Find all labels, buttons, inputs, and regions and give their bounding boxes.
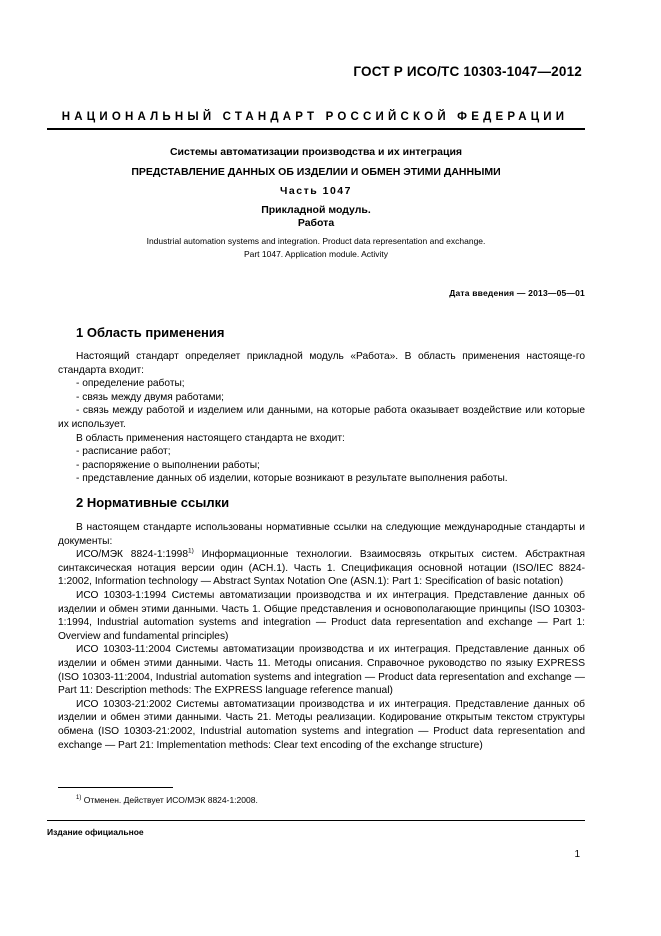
footnote-marker: 1) bbox=[76, 795, 82, 802]
list-item: - связь между работой и изделием или данными, на которые работа оказывает воздействие или которые их использует. bbox=[58, 405, 585, 430]
bottom-divider bbox=[47, 820, 585, 821]
list-item: - распоряжение о выполнении работы; bbox=[76, 459, 260, 471]
reference-entry: ИСО 10303-21:2002 Системы автоматизации производства и их интеграция. Представление данных об изделии и обмен этими данными. Часть 21. Методы реализации. Кодирование открытым текстом структуры обмена (ISO 10303-21:2002, Industrial automation systems and integration — Product data representation and exchange — Part 21: Implementation methods: Clear text encoding of the exchange structure) bbox=[58, 698, 585, 751]
page-number: 1 bbox=[574, 849, 580, 860]
document-code: ГОСТ Р ИСО/ТС 10303-1047—2012 bbox=[353, 64, 582, 79]
part-number: Часть 1047 bbox=[280, 185, 352, 197]
footnote-marker: 1) bbox=[188, 547, 194, 555]
footnote-divider bbox=[58, 787, 173, 788]
module-title-2: Работа bbox=[297, 217, 335, 229]
list-item: - связь между двумя работами; bbox=[76, 391, 224, 403]
section-1-paragraph: Настоящий стандарт определяет прикладной модуль «Работа». В область применения настояще-го стандарта входит: bbox=[58, 351, 585, 376]
title-line-2: ПРЕДСТАВЛЕНИЕ ДАННЫХ ОБ ИЗДЕЛИИ И ОБМЕН ЭТИМИ ДАННЫМИ bbox=[131, 166, 501, 178]
footnote bbox=[76, 795, 258, 805]
reference-entry bbox=[58, 548, 585, 589]
reference-code: ИСО/МЭК 8824-1:1998 bbox=[76, 549, 189, 561]
list-item: - представление данных об изделии, которые возникают в результате выполнения работы. bbox=[76, 473, 508, 485]
english-title-1: Industrial automation systems and integration. Product data representation and exchange. bbox=[146, 236, 486, 246]
reference-entry: ИСО 10303-1:1994 Системы автоматизации производства и их интеграция. Представление данных об изделии и обмен этими данными. Часть 1. Общие представления и основополагающие принципы (ISO 10303-1:1994, Industrial automation systems and integration — Product data representation and exchange — Part 1: Overview and fundamental principles) bbox=[58, 589, 585, 642]
section-2-heading: 2 Нормативные ссылки bbox=[76, 495, 230, 510]
introduction-date: Дата введения — 2013—05—01 bbox=[449, 288, 585, 298]
footnote-text: Отменен. Действует ИСО/МЭК 8824-1:2008. bbox=[81, 795, 258, 805]
module-title-1: Прикладной модуль. bbox=[261, 204, 371, 216]
edition-label: Издание официальное bbox=[47, 827, 144, 837]
title-line-1: Системы автоматизации производства и их интеграция bbox=[169, 146, 463, 158]
section-2-body bbox=[58, 521, 585, 752]
section-1-heading: 1 Область применения bbox=[76, 325, 225, 340]
section-1-body bbox=[58, 350, 585, 486]
english-title-2: Part 1047. Application module. Activity bbox=[243, 249, 389, 259]
top-divider bbox=[47, 128, 585, 130]
section-2-paragraph: В настоящем стандарте использованы нормативные ссылки на следующие международные стандарты и документы: bbox=[58, 522, 585, 547]
section-1-paragraph: В область применения настоящего стандарта не входит: bbox=[76, 432, 345, 444]
list-item: - определение работы; bbox=[76, 378, 185, 390]
reference-text: Информационные технологии. Взаимосвязь открытых систем. Абстрактная синтаксическая нотация версии один (АСН.1). Часть 1. Спецификация основной нотации (ISO/IEC 8824-1:2002, Information technology — Abstract Syntax Notation One (ASN.1): Part 1: Specification of basic notation) bbox=[58, 549, 585, 588]
reference-entry: ИСО 10303-11:2004 Системы автоматизации производства и их интеграция. Представление данных об изделии и обмен этими данными. Часть 11. Методы описания. Справочное руководство по языку EXPRESS (ISO 10303-11:2004, Industrial automation systems and integration — Product data representation and exchange — Part 11: Description methods: The EXPRESS language reference manual) bbox=[58, 644, 585, 697]
list-item: - расписание работ; bbox=[76, 446, 171, 458]
national-standard-banner: НАЦИОНАЛЬНЫЙ СТАНДАРТ РОССИЙСКОЙ ФЕДЕРАЦИИ bbox=[61, 111, 569, 123]
